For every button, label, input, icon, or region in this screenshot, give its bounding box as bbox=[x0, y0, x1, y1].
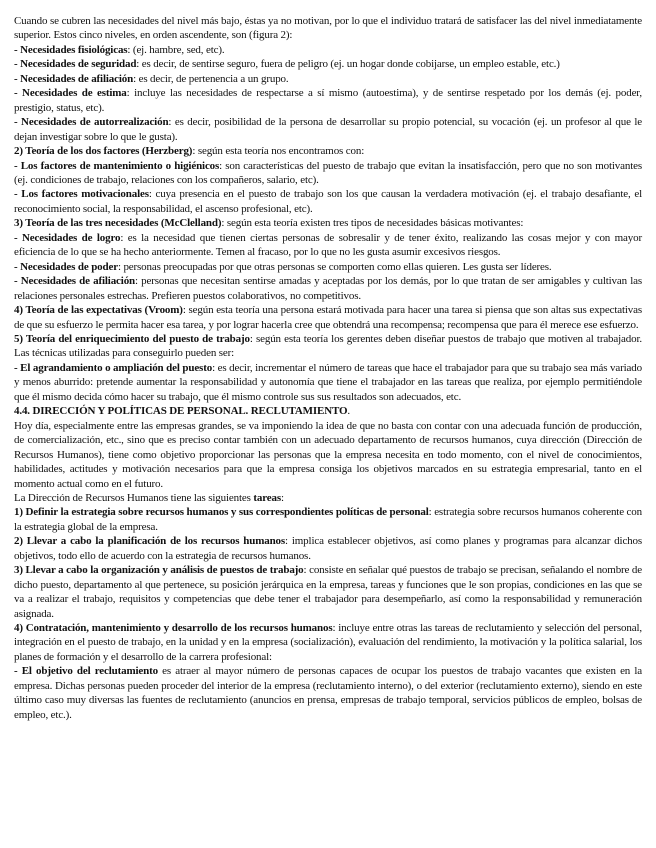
paragraph: Cuando se cubren las necesidades del nivel más bajo, éstas ya no motivan, por lo que el individuo tratará de satisfacer las del nivel inmediatamente superior. Estos cinco niveles, en orden ascendente, son (figura 2): bbox=[14, 15, 642, 42]
list-item: 2) Llevar a cabo la planificación de los recursos humanos: implica establecer objetivos, así como planes y programas para alcanzar dichos objetivos, todo ello de acuerdo con la estrategia de recursos humanos. bbox=[14, 535, 643, 562]
list-item: - Necesidades de autorrealización: es decir, posibilidad de la persona de desarrollar su propio potencial, su vocación (ej. un profesor al que le dejan investigar sobre lo que le gusta). bbox=[14, 116, 643, 143]
list-item: - El objetivo del reclutamiento es atraer al mayor número de personas capaces de ocupar los puestos de trabajo vacantes que existen en la empresa. Dichas personas pueden proceder del interior de la empresa (reclutamiento interno), o del exterior (reclutamiento externo), siendo en este último caso muy diversas las fuentes de reclutamiento (anuncios en prensa, empresas de trabajo temporal, servicios públicos de empleo, bolsas de empleo, etc.). bbox=[14, 665, 642, 721]
list-item: - Los factores de mantenimiento o higiénicos: son características del puesto de trabajo que evitan la insatisfacción, pero que no son motivantes (ej. condiciones de trabajo, relaciones con los compañeros, salario, etc). bbox=[14, 159, 642, 186]
section-heading: 4) Teoría de las expectativas (Vroom): según esta teoría una persona estará motivada para hacer una tarea si piensa que son altas sus expectativas de que su esfuerzo le permita hacer esa tarea, y por lograr hacerla cree que obtendrá una recompensa; recompensa que para él merece ese esfuerzo. bbox=[14, 304, 642, 331]
chapter-heading: 4.4. DIRECCIÓN Y POLÍTICAS DE PERSONAL. RECLUTAMIENTO. bbox=[14, 405, 351, 418]
section-heading: 5) Teoría del enriquecimiento del puesto de trabajo: según esta teoría los gerentes deben diseñar puestos de trabajo que motiven al trabajador. Las técnicas utilizadas para conseguirlo pueden ser: bbox=[14, 332, 642, 360]
list-item: - Necesidades de seguridad: es decir, de sentirse seguro, fuera de peligro (ej. un hogar donde cobijarse, un empleo estable, etc.) bbox=[14, 58, 560, 71]
section-heading: 3) Teoría de las tres necesidades (McClelland): según esta teoría existen tres tipos de necesidades básicas motivantes: bbox=[14, 217, 524, 230]
list-item: - Necesidades de afiliación: personas que necesitan sentirse amadas y aceptadas por los demás, por lo que tratan de ser amigables y cultivan las relaciones personales estrechas. Prefieren puestos colaborativos, no competitivos. bbox=[14, 275, 642, 302]
list-item: - Necesidades de estima: incluye las necesidades de respectarse a sí mismo (autoestima), y de sentirse respetado por los demás (ej. poder, prestigio, status, etc). bbox=[14, 87, 642, 114]
list-item: - Necesidades de poder: personas preocupadas por que otras personas se comporten como ellas quieren. Les gusta ser líderes. bbox=[14, 260, 552, 273]
list-item: - El agrandamiento o ampliación del puesto: es decir, incrementar el número de tareas que hace el trabajador para que su trabajo sea más variado y menos aburrido: pretende aumentar la responsabilidad y autonomía que tiene el trabajador en las tareas que realiza, por ejemplo permitiéndole que él mismo decida cómo hacer su trabajo, que él mismo controle sus sus resultados son adecuados, etc. bbox=[14, 361, 642, 403]
paragraph: Hoy día, especialmente entre las empresas grandes, se va imponiendo la idea de que no basta con contar con una adecuada función de producción, de comercialización, etc., sino que es preciso contar también con un adecuado departamento de recursos humanos, cuya dirección (Dirección de Recursos Humanos), tiene como objetivo proporcionar las personas que la empresa necesita en todo momento, con el nivel de conocimientos, habilidades, actitudes y motivación necesarios para que la empresa consiga los objetivos marcados en su estrategia empresarial, tanto en el momento actual como en el futuro. bbox=[14, 419, 642, 490]
section-heading: 2) Teoría de los dos factores (Herzberg): según esta teoría nos encontramos con: bbox=[14, 145, 365, 158]
paragraph: La Dirección de Recursos Humanos tiene las siguientes tareas: bbox=[14, 491, 284, 504]
list-item: - Necesidades de logro: es la necesidad que tienen ciertas personas de sobresalir y de tener éxito, realizando las cosas mejor y con mayor eficiencia de lo que se ha hecho anteriormente. Temen al fracaso, por lo que no les gusta asumir excesivos riesgos. bbox=[14, 231, 642, 259]
list-item: 4) Contratación, mantenimiento y desarrollo de los recursos humanos: incluye entre otras las tareas de reclutamiento y selección del personal, integración en el puesto de trabajo, en la unidad y en la empresa (socialización), evaluación del rendimiento, la motivación y la política salarial, los planes de formación y el desarrollo de la carrera profesional: bbox=[14, 622, 642, 663]
list-item: - Necesidades de afiliación: es decir, de pertenencia a un grupo. bbox=[14, 72, 289, 85]
list-item: 1) Definir la estrategia sobre recursos humanos y sus correspondientes políticas de personal: estrategia sobre recursos humanos coherente con la estrategia global de la empresa. bbox=[14, 506, 642, 533]
list-item: 3) Llevar a cabo la organización y análisis de puestos de trabajo: consiste en señalar qué puestos de trabajo se precisan, señalando el nombre de dicho puesto, departamento al que pertenece, su posición jerárquica en la empresa, tareas y funciones que le son propias, condiciones en las que se va a realizar el trabajo, requisitos y competencias que debe tener el trabajador para desempeñarlo, así como la responsabilidad y remuneración asignada. bbox=[14, 564, 642, 620]
list-item: - Necesidades fisiológicas: (ej. hambre, sed, etc). bbox=[14, 43, 225, 56]
list-item: - Los factores motivacionales: cuya presencia en el puesto de trabajo son los que causan la verdadera motivación (ej. el trabajo desafiante, el reconocimiento social, la responsabilidad, el ascenso profesional, etc). bbox=[14, 188, 642, 215]
